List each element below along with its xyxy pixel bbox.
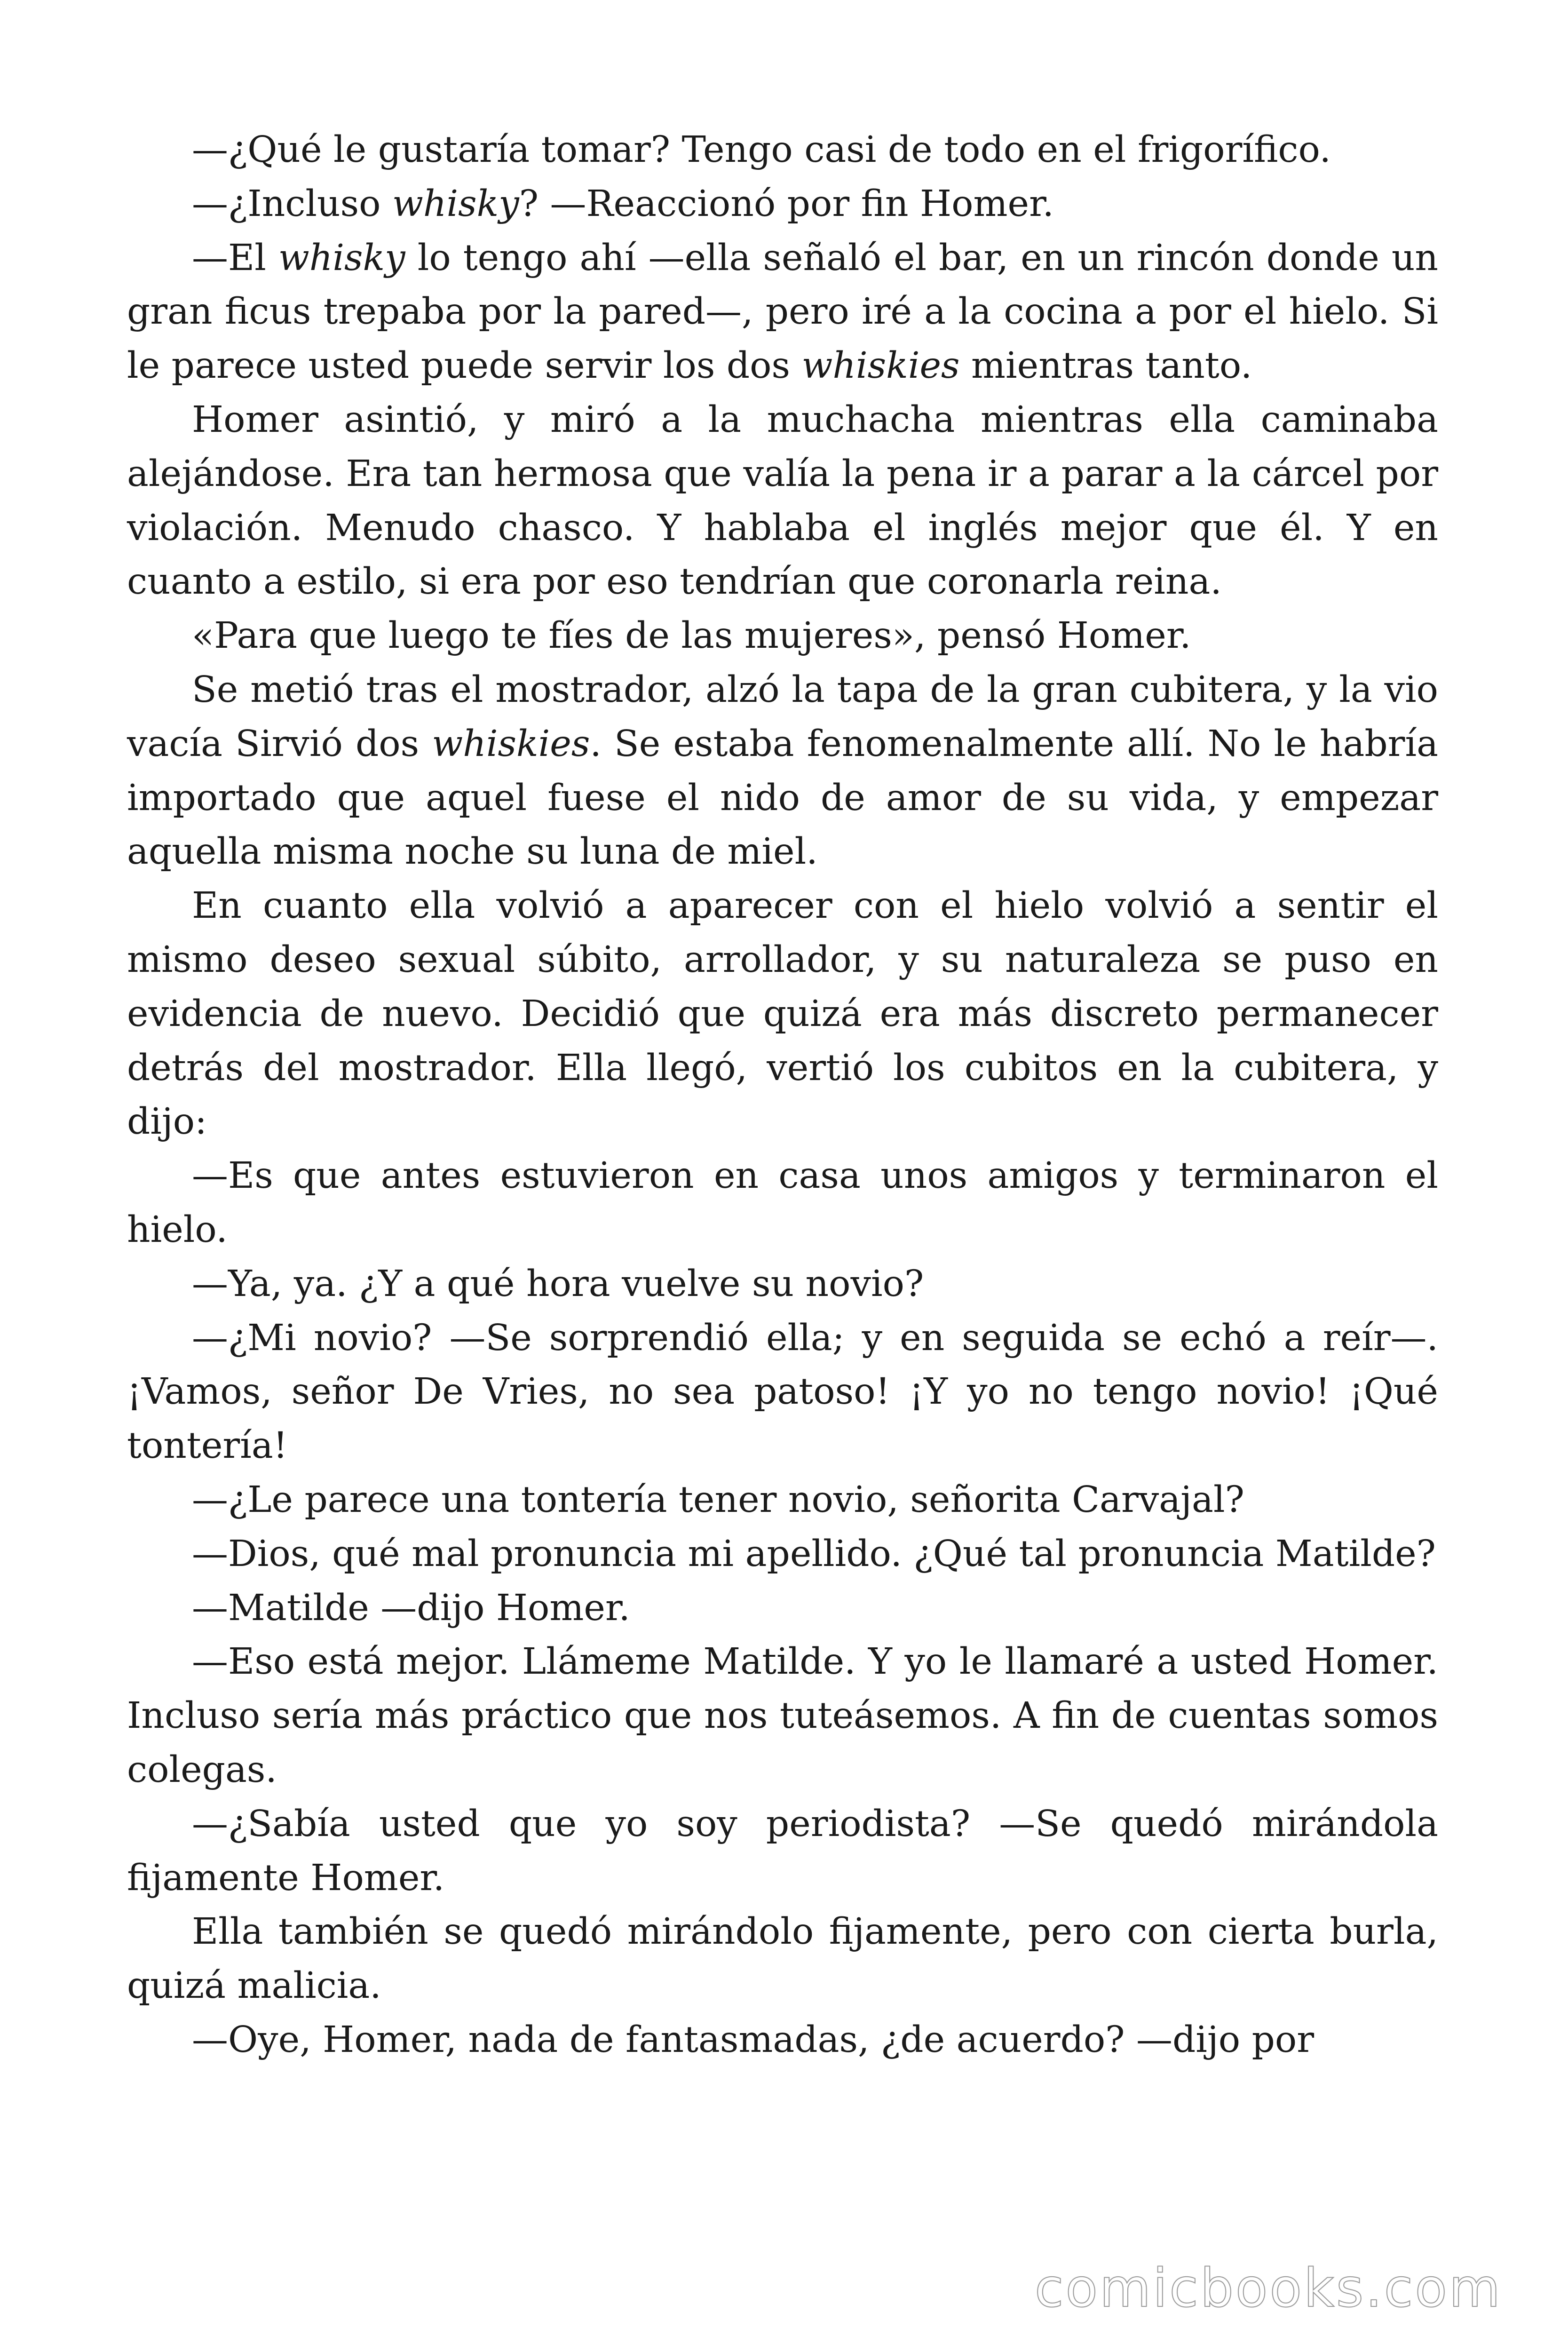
paragraph-14: —Eso está mejor. Llámeme Matilde. Y yo le llamaré a usted Homer. Incluso sería más práctico que nos tuteásemos. A fin de cuentas somos colegas.	[127, 1641, 1438, 1791]
paragraph-16: Ella también se quedó mirándolo fijamente, pero con cierta burla, quizá malicia.	[127, 1911, 1438, 2007]
paragraph-10: —¿Mi novio? —Se sorprendió ella; y en seguida se echó a reír—. ¡Vamos, señor De Vries, no sea patoso! ¡Y yo no tengo novio! ¡Qué tontería!	[127, 1317, 1438, 1467]
text-span: Se metió tras el mostrador, alzó la tapa de la gran cubitera, y la vio vacía Sirvió dos	[127, 668, 1438, 765]
paragraph-5: «Para que luego te fíes de las mujeres», pensó Homer.	[192, 615, 1191, 657]
paragraph-1: —¿Qué le gustaría tomar? Tengo casi de todo en el frigorífico.	[192, 129, 1331, 171]
paragraph-6	[127, 663, 1438, 879]
text-span: ? —Reaccionó por fin Homer.	[519, 183, 1054, 225]
paragraph-17: —Oye, Homer, nada de fantasmadas, ¿de acuerdo? —dijo por	[192, 2018, 1315, 2061]
text-span: . Se estaba fenomenalmente allí. No le habría importado que aquel fuese el nido de amor de su vida, y empezar aquella misma noche su luna de miel.	[127, 723, 1438, 873]
paragraph-12: —Dios, qué mal pronuncia mi apellido. ¿Qué tal pronuncia Matilde?	[192, 1533, 1436, 1575]
paragraph-3	[127, 231, 1438, 393]
watermark-text: comicbooks.com	[1034, 2258, 1502, 2319]
italic-term: whisky	[278, 237, 405, 279]
italic-term: whiskies	[801, 345, 960, 387]
italic-term: whiskies	[432, 723, 590, 765]
text-span: —¿Incluso	[192, 183, 392, 225]
text-span: lo tengo ahí —ella señaló el bar, en un rincón donde un gran ficus trepaba por la pared—, pero iré a la cocina a por el hielo. Si le parece usted puede servir los dos	[127, 237, 1438, 387]
italic-term: whisky	[392, 183, 519, 225]
paragraph-8: —Es que antes estuvieron en casa unos amigos y terminaron el hielo.	[127, 1155, 1438, 1251]
paragraph-7: En cuanto ella volvió a aparecer con el hielo volvió a sentir el mismo deseo sexual súbito, arrollador, y su naturaleza se puso en evidencia de nuevo. Decidió que quizá era más discreto permanecer detrás del mostrador. Ella llegó, vertió los cubitos en la cubitera, y dijo:	[127, 885, 1438, 1143]
page-text	[127, 123, 1438, 2067]
paragraph-2	[127, 177, 1438, 231]
text-span: —El	[192, 237, 278, 279]
paragraph-13: —Matilde —dijo Homer.	[192, 1587, 630, 1629]
paragraph-15: —¿Sabía usted que yo soy periodista? —Se quedó mirándola fijamente Homer.	[127, 1803, 1438, 1899]
paragraph-11: —¿Le parece una tontería tener novio, señorita Carvajal?	[192, 1478, 1244, 1521]
paragraph-4: Homer asintió, y miró a la muchacha mientras ella caminaba alejándose. Era tan hermosa que valía la pena ir a parar a la cárcel por violación. Menudo chasco. Y hablaba el inglés mejor que él. Y en cuanto a estilo, si era por eso tendrían que coronarla reina.	[127, 398, 1438, 603]
text-span: mientras tanto.	[959, 345, 1252, 387]
paragraph-9: —Ya, ya. ¿Y a qué hora vuelve su novio?	[192, 1263, 924, 1305]
